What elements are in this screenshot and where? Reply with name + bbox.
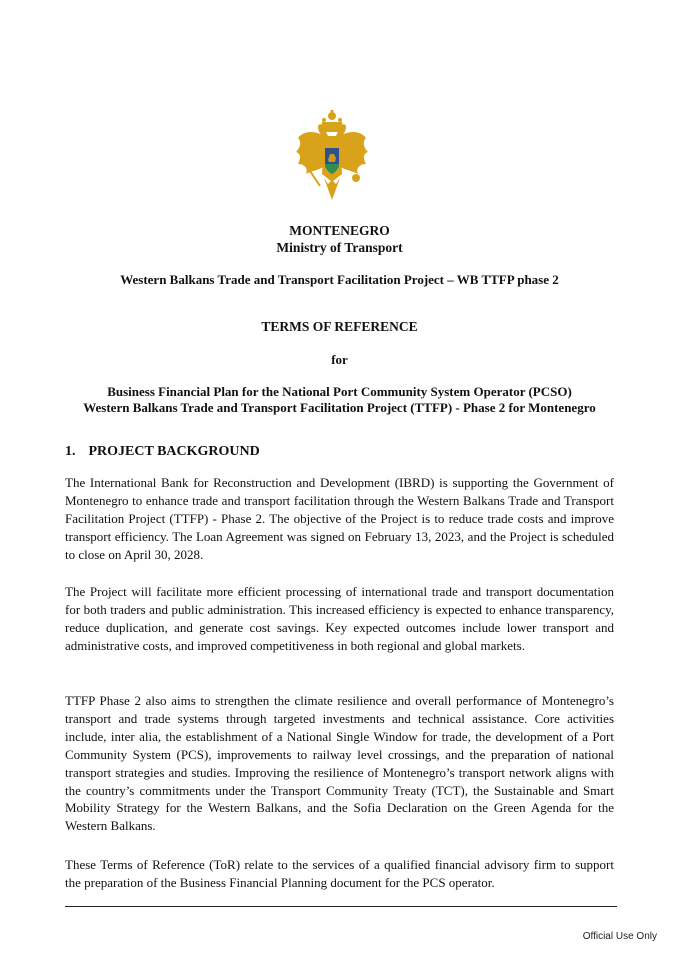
section-title: PROJECT BACKGROUND <box>88 444 260 459</box>
section-heading <box>65 443 260 461</box>
montenegro-coat-of-arms-icon <box>294 108 370 206</box>
project-title: Western Balkans Trade and Transport Facilitation Project – WB TTFP phase 2 <box>120 272 559 287</box>
ministry-name: Ministry of Transport <box>276 240 403 255</box>
footer-divider <box>65 906 617 907</box>
document-title: TERMS OF REFERENCE <box>261 319 418 334</box>
classification-label: Official Use Only <box>582 931 657 942</box>
document-subtitle-line-1: Business Financial Plan for the National Port Community System Operator (PCSO) <box>107 384 572 399</box>
title-connector: for <box>331 352 348 367</box>
paragraph: These Terms of Reference (ToR) relate to the services of a qualified financial advisory firm to support the preparation of the Business Financial Planning document for the PCS operator. <box>65 857 614 890</box>
country-name: MONTENEGRO <box>289 223 390 238</box>
paragraph: The International Bank for Reconstruction and Development (IBRD) is supporting the Government of Montenegro to enhance trade and transport facilitation through the Western Balkans Trade and Transport Facilitation Project (TTFP) - Phase 2. The objective of the Project is to reduce trade costs and improve transport efficiency. The Loan Agreement was signed on February 13, 2023, and the Project is scheduled to close on April 30, 2028. <box>65 475 614 562</box>
document-subtitle-line-2: Western Balkans Trade and Transport Facilitation Project (TTFP) - Phase 2 for Montenegro <box>83 400 596 415</box>
section-number: 1. <box>65 444 76 459</box>
paragraph: TTFP Phase 2 also aims to strengthen the climate resilience and overall performance of Montenegro’s transport and trade systems through targeted investments and technical assistance. Core activities include, inter alia, the establishment of a National Single Window for trade, the development of a Port Community System (PCS), improvements to railway level crossings, and the preparation of national transport strategies and studies. Improving the resilience of Montenegro’s transport network aligns with the country’s commitments under the Transport Community Treaty (TCT), the Sustainable and Smart Mobility Strategy for the Western Balkans, and the Sofia Declaration on the Green Agenda for the Western Balkans. <box>65 693 614 834</box>
paragraph: The Project will facilitate more efficient processing of international trade and transport documentation for both traders and public administration. This increased efficiency is expected to enhance transparency, reduce duplication, and generate cost savings. Key expected outcomes include lower transport and administrative costs, and improved competitiveness in both regional and global markets. <box>65 584 614 653</box>
